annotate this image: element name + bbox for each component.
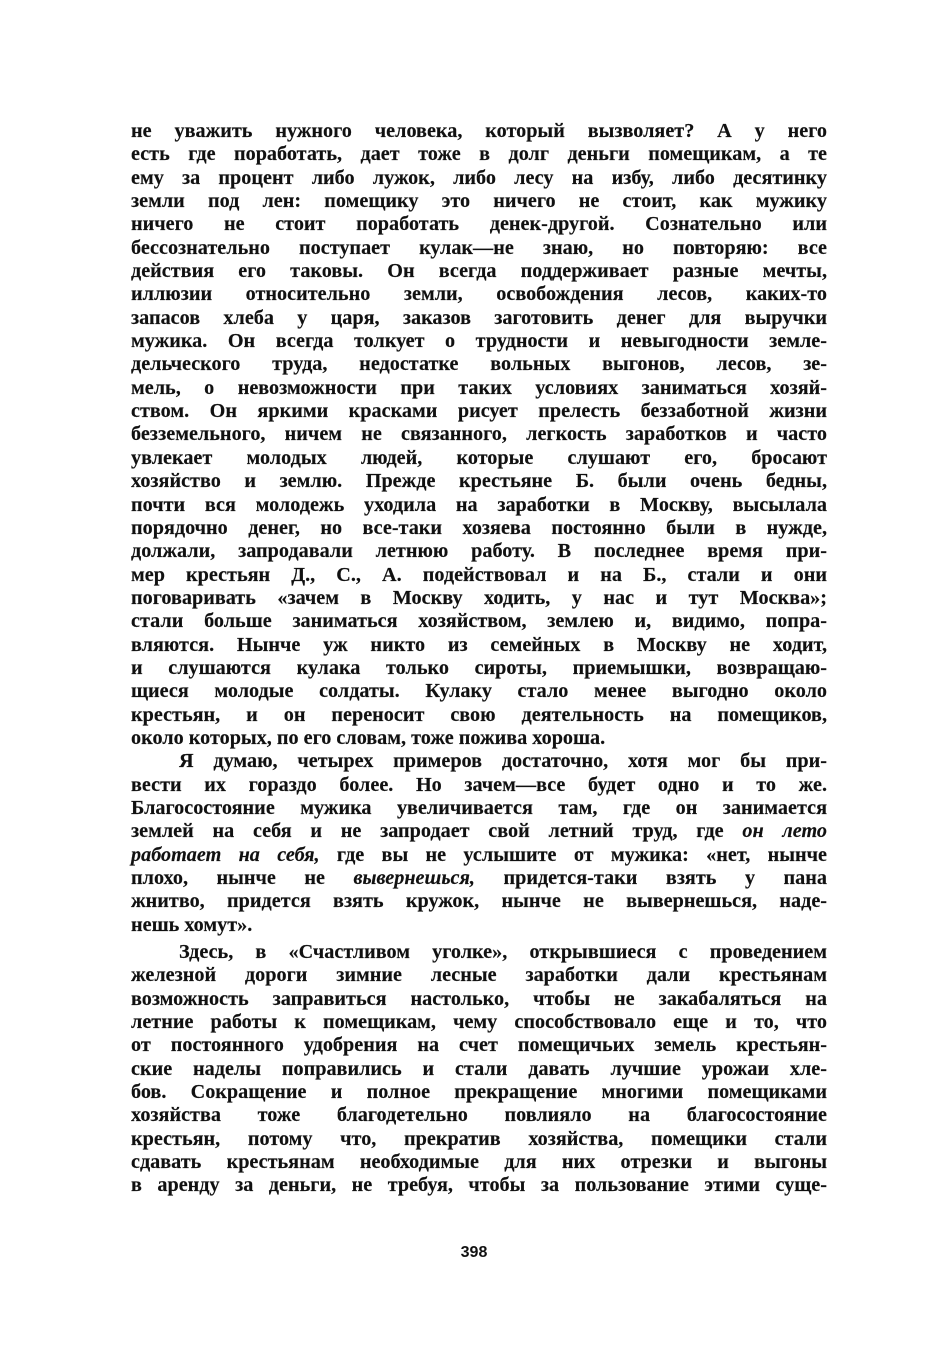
text-line: порядочно денег, но все-таки хозяева постоянно были в нужде, bbox=[131, 516, 827, 539]
text-line: бов. Сокращение и полное прекращение многими помещиками bbox=[131, 1081, 827, 1104]
text-run: придется-таки взять у пана bbox=[474, 867, 827, 889]
text-line: мер крестьян Д., С., А. подействовал и на Б., стали и они bbox=[131, 563, 827, 586]
text-line: мель, о невозможности при таких условиях заниматься хозяй- bbox=[131, 376, 827, 399]
text-line bbox=[131, 844, 827, 867]
text-line: от постоянного удобрения на счет помещичьих земель крестьян- bbox=[131, 1034, 827, 1057]
text-line: возможность заправиться настолько, чтобы не закабаляться на bbox=[131, 987, 827, 1010]
paragraph-3 bbox=[131, 941, 827, 1198]
text-line: есть где поработать, дает тоже в долг деньги помещикам, а те bbox=[131, 143, 827, 166]
text-line: иллюзии относительно земли, освобождения лесов, каких-то bbox=[131, 283, 827, 306]
text-line: ские наделы поправились и стали давать лучшие урожаи хле- bbox=[131, 1057, 827, 1080]
text-line: Здесь, в «Счастливом уголке», открывшиеся с проведением bbox=[179, 941, 827, 964]
text-line bbox=[131, 867, 827, 890]
text-line: дельческого труда, недостатке вольных выгонов, лесов, зе- bbox=[131, 353, 827, 376]
text-line: хозяйства тоже благодетельно повлияло на благосостояние bbox=[131, 1104, 827, 1127]
text-line: и слушаются кулака только сироты, приемышки, возвращаю- bbox=[131, 656, 827, 679]
text-run: землей на себя и не запродает свой летний труд, где bbox=[131, 820, 743, 843]
text-line: железной дороги зимние лесные заработки дали крестьянам bbox=[131, 964, 827, 987]
text-line: щиеся молодые солдаты. Кулаку стало менее выгодно около bbox=[131, 680, 827, 703]
body-text bbox=[131, 120, 827, 1198]
text-line: Я думаю, четырех примеров достаточно, хотя мог бы при- bbox=[179, 750, 827, 773]
text-line: не уважить нужного человека, который вызволяет? А у него bbox=[131, 120, 827, 142]
text-line: в аренду за деньги, не требуя, чтобы за пользование этими суще- bbox=[131, 1174, 827, 1197]
text-line: крестьян, потому что, прекратив хозяйства, помещики стали bbox=[131, 1127, 827, 1150]
text-line: ему за процент либо лужок, либо лесу на избу, либо десятинку bbox=[131, 166, 827, 189]
text-line: должали, запродавали летнюю работу. В последнее время при- bbox=[131, 540, 827, 563]
text-line: хозяйство и землю. Прежде крестьяне Б. были очень бедны, bbox=[131, 470, 827, 493]
text-line: ством. Он яркими красками рисует прелесть беззаботной жизни bbox=[131, 400, 827, 423]
text-line: ничего не стоит поработать денек-другой. Сознательно или bbox=[131, 213, 827, 236]
page-number: 398 bbox=[460, 1244, 488, 1261]
text-line: нешь хомут». bbox=[131, 913, 253, 936]
paragraph-2 bbox=[131, 750, 827, 937]
text-line: жнитво, придется взять кружок, нынче не вывернешься, наде- bbox=[131, 890, 827, 913]
text-run: где вы не услышите от мужика: «нет, нынче bbox=[319, 843, 827, 866]
text-line: поговаривать «зачем в Москву ходить, у нас и тут Москва»; bbox=[131, 586, 827, 609]
italic-text: работает на себя, bbox=[131, 843, 320, 866]
text-line: бессознательно поступает кулак—не знаю, но повторяю: все bbox=[131, 236, 827, 259]
text-line: около которых, по его словам, тоже пожива хороша. bbox=[131, 726, 606, 749]
text-line: безземельного, ничем не связанного, легкость заработков и часто bbox=[131, 423, 827, 446]
text-line bbox=[131, 820, 827, 843]
text-line: увлекает молодых людей, которые слушают его, бросают bbox=[131, 446, 827, 469]
text-line: земли под лен: помещику это ничего не стоит, как мужику bbox=[131, 190, 827, 213]
text-line: Благосостояние мужика увеличивается там, где он занимается bbox=[131, 796, 827, 819]
italic-text: вывернешься, bbox=[353, 867, 475, 889]
text-line: действия его таковы. Он всегда поддерживает разные мечты, bbox=[131, 260, 827, 283]
text-run: плохо, нынче не bbox=[131, 867, 354, 889]
text-line: стали больше заниматься хозяйством, землею и, видимо, попра- bbox=[131, 610, 827, 633]
text-line: запасов хлеба у царя, заказов заготовить денег для выручки bbox=[131, 306, 827, 329]
text-line: сдавать крестьянам необходимые для них отрезки и выгоны bbox=[131, 1151, 827, 1174]
text-line: почти вся молодежь уходила на заработки в Москву, высылала bbox=[131, 493, 827, 516]
text-line: крестьян, и он переносит свою деятельность на помещиков, bbox=[131, 703, 827, 726]
text-line: вляются. Нынче уж никто из семейных в Москву не ходит, bbox=[131, 633, 827, 656]
paragraph-1 bbox=[131, 120, 827, 750]
text-line: летние работы к помещикам, чему способствовало еще и то, что bbox=[131, 1011, 827, 1034]
text-line: вести их гораздо более. Но зачем—все будет одно и то же. bbox=[131, 773, 827, 796]
text-line: мужика. Он всегда толкует о трудности и невыгодности земле- bbox=[131, 330, 827, 353]
italic-text: он лето bbox=[742, 820, 828, 843]
